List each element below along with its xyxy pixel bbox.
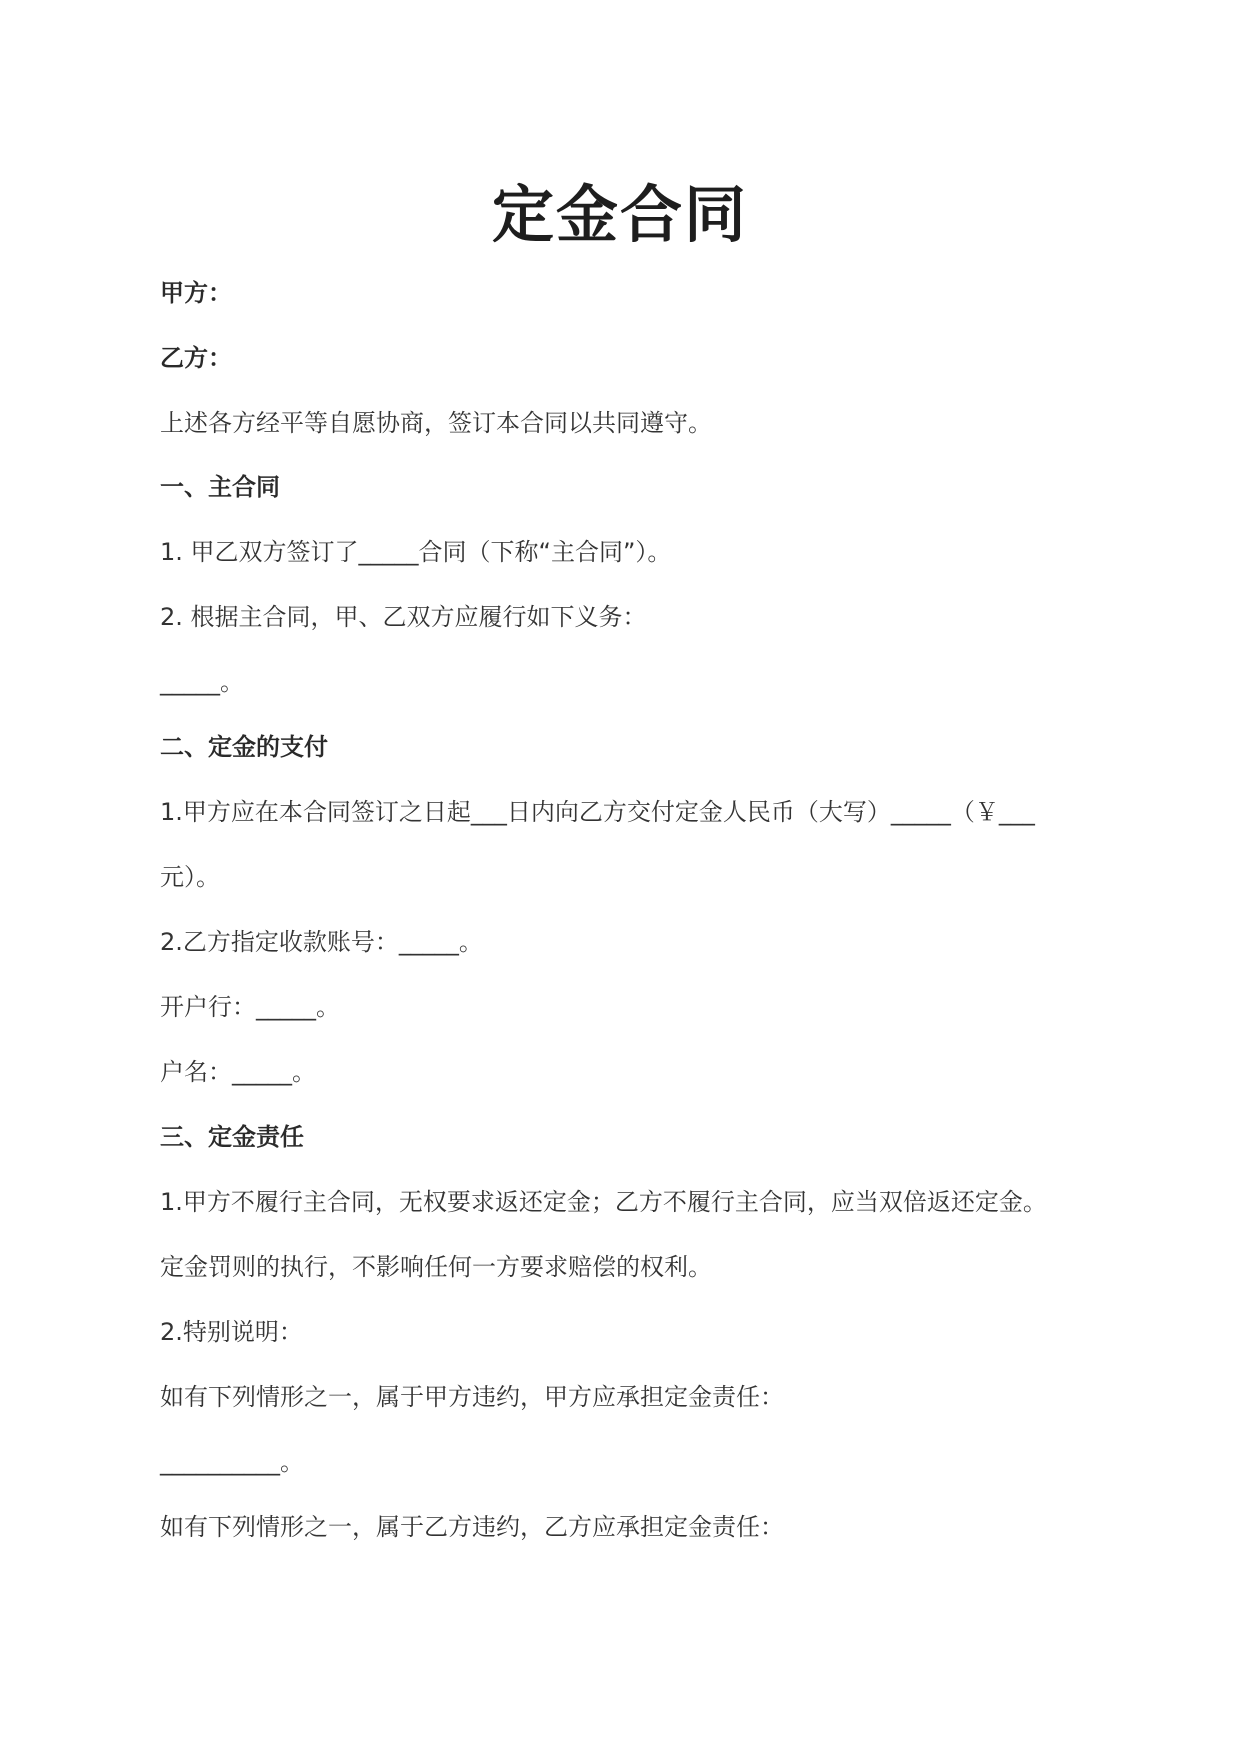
- section-heading-deposit-liability: 三、定金责任: [160, 1123, 304, 1151]
- party-b-label: 乙方：: [160, 344, 232, 372]
- bank-name-line: 开户行：_____。: [160, 993, 340, 1021]
- party-a-breach-line: 如有下列情形之一，属于甲方违约，甲方应承担定金责任：: [160, 1383, 784, 1411]
- section-heading-main-contract: 一、主合同: [160, 473, 280, 501]
- clause-2-1: 1.甲方应在本合同签订之日起___日内向乙方交付定金人民币（大写）_____（￥___: [160, 798, 1035, 826]
- clause-1-1: 1. 甲乙双方签订了_____合同（下称“主合同”）。: [160, 538, 672, 566]
- section-heading-deposit-payment: 二、定金的支付: [160, 733, 328, 761]
- document-title: 定金合同: [491, 178, 748, 251]
- clause-1-2-blank: _____。: [160, 668, 244, 696]
- party-a-breach-blank: __________。: [160, 1448, 304, 1476]
- clause-1-2: 2. 根据主合同，甲、乙双方应履行如下义务：: [160, 603, 647, 631]
- clause-3-1: 1.甲方不履行主合同，无权要求返还定金；乙方不履行主合同，应当双倍返还定金。: [160, 1188, 1047, 1216]
- account-name-line: 户名：_____。: [160, 1058, 316, 1086]
- clause-2-1-cont: 元）。: [160, 863, 220, 891]
- clause-3-1-cont: 定金罚则的执行，不影响任何一方要求赔偿的权利。: [160, 1253, 712, 1281]
- party-a-label: 甲方：: [160, 279, 232, 307]
- clause-2-2: 2.乙方指定收款账号：_____。: [160, 928, 483, 956]
- clause-3-2: 2.特别说明：: [160, 1318, 303, 1346]
- intro-paragraph: 上述各方经平等自愿协商，签订本合同以共同遵守。: [160, 409, 712, 437]
- party-b-breach-line: 如有下列情形之一，属于乙方违约，乙方应承担定金责任：: [160, 1513, 784, 1541]
